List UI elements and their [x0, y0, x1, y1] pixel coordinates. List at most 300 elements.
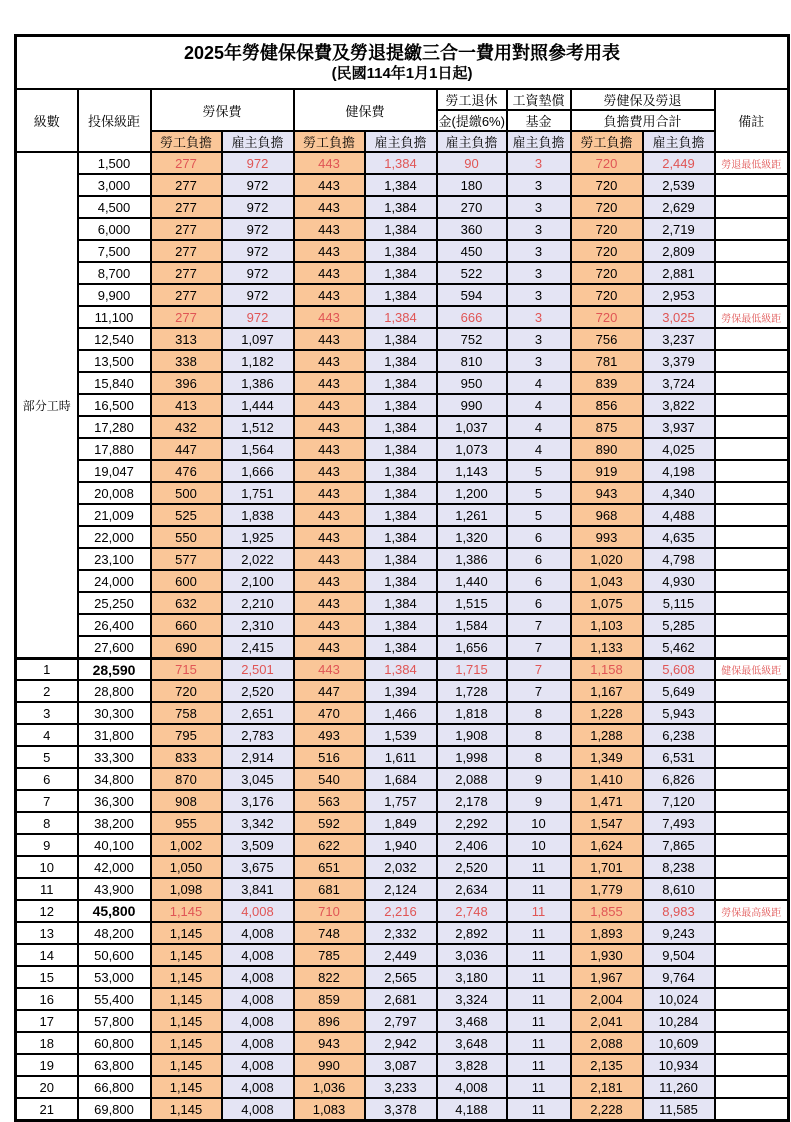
remark-cell — [715, 394, 789, 416]
col-header-level: 級數 — [16, 89, 78, 152]
table-row — [16, 724, 789, 746]
total-employer-cell: 2,449 — [643, 152, 715, 174]
health-employee-cell: 443 — [294, 548, 365, 570]
health-employer-cell: 2,449 — [365, 944, 437, 966]
health-employee-cell: 1,083 — [294, 1098, 365, 1120]
pension-employer-cell: 3,036 — [437, 944, 507, 966]
table-row — [16, 240, 789, 262]
labor-employer-cell: 972 — [222, 174, 294, 196]
health-employee-cell: 443 — [294, 328, 365, 350]
bracket-cell: 22,000 — [78, 526, 151, 548]
wage-fund-employer-cell: 7 — [507, 636, 571, 658]
title-block — [16, 36, 789, 90]
health-employee-cell: 748 — [294, 922, 365, 944]
total-employer-cell: 7,493 — [643, 812, 715, 834]
health-employer-cell: 1,384 — [365, 614, 437, 636]
bracket-cell: 57,800 — [78, 1010, 151, 1032]
remark-cell — [715, 1010, 789, 1032]
pension-employer-cell: 3,468 — [437, 1010, 507, 1032]
total-employee-cell: 2,135 — [571, 1054, 643, 1076]
level-cell: 1 — [16, 658, 78, 680]
wage-fund-employer-cell: 11 — [507, 988, 571, 1010]
total-employee-cell: 1,779 — [571, 878, 643, 900]
table-row — [16, 592, 789, 614]
total-employee-cell: 720 — [571, 152, 643, 174]
pension-employer-cell: 1,143 — [437, 460, 507, 482]
health-employee-cell: 443 — [294, 350, 365, 372]
table-row — [16, 372, 789, 394]
labor-employer-cell: 3,509 — [222, 834, 294, 856]
col-header-bracket: 投保級距 — [78, 89, 151, 152]
bracket-cell: 36,300 — [78, 790, 151, 812]
labor-employer-cell: 1,512 — [222, 416, 294, 438]
total-employee-cell: 1,967 — [571, 966, 643, 988]
remark-cell — [715, 702, 789, 724]
total-employer-cell: 10,024 — [643, 988, 715, 1010]
health-employee-cell: 443 — [294, 614, 365, 636]
pension-employer-cell: 4,188 — [437, 1098, 507, 1120]
labor-employee-cell: 277 — [151, 284, 222, 306]
labor-employer-cell: 4,008 — [222, 922, 294, 944]
health-employee-cell: 822 — [294, 966, 365, 988]
health-employer-cell: 2,216 — [365, 900, 437, 922]
total-employee-cell: 720 — [571, 306, 643, 328]
labor-employer-cell: 2,783 — [222, 724, 294, 746]
table-row — [16, 812, 789, 834]
total-employer-cell: 3,025 — [643, 306, 715, 328]
health-employer-cell: 3,087 — [365, 1054, 437, 1076]
labor-employee-cell: 758 — [151, 702, 222, 724]
col-header-pension-line1: 勞工退休 — [437, 89, 507, 110]
total-employee-cell: 1,547 — [571, 812, 643, 834]
labor-employer-cell: 972 — [222, 284, 294, 306]
pension-employer-cell: 2,892 — [437, 922, 507, 944]
pension-employer-cell: 180 — [437, 174, 507, 196]
total-employee-cell: 1,043 — [571, 570, 643, 592]
labor-employer-cell: 4,008 — [222, 988, 294, 1010]
labor-employer-cell: 4,008 — [222, 966, 294, 988]
health-employee-cell: 710 — [294, 900, 365, 922]
bracket-cell: 25,250 — [78, 592, 151, 614]
health-employee-cell: 443 — [294, 174, 365, 196]
pension-employer-cell: 1,656 — [437, 636, 507, 658]
bracket-cell: 21,009 — [78, 504, 151, 526]
health-employer-cell: 1,384 — [365, 306, 437, 328]
health-employee-cell: 443 — [294, 152, 365, 174]
health-employer-cell: 1,684 — [365, 768, 437, 790]
table-row — [16, 570, 789, 592]
pension-employer-cell: 1,998 — [437, 746, 507, 768]
bracket-cell: 48,200 — [78, 922, 151, 944]
pension-employer-cell: 2,748 — [437, 900, 507, 922]
level-cell: 18 — [16, 1032, 78, 1054]
health-employer-cell: 1,394 — [365, 680, 437, 702]
wage-fund-employer-cell: 10 — [507, 834, 571, 856]
labor-employee-cell: 1,145 — [151, 988, 222, 1010]
total-employee-cell: 2,088 — [571, 1032, 643, 1054]
wage-fund-employer-cell: 6 — [507, 592, 571, 614]
health-employer-cell: 1,384 — [365, 284, 437, 306]
total-employee-cell: 720 — [571, 218, 643, 240]
total-employer-cell: 2,881 — [643, 262, 715, 284]
health-employee-cell: 443 — [294, 372, 365, 394]
remark-cell — [715, 196, 789, 218]
labor-employee-cell: 277 — [151, 218, 222, 240]
health-employer-cell: 1,384 — [365, 350, 437, 372]
labor-employer-cell: 4,008 — [222, 1010, 294, 1032]
table-row — [16, 328, 789, 350]
wage-fund-employer-cell: 6 — [507, 548, 571, 570]
total-employer-cell: 8,610 — [643, 878, 715, 900]
col-header-pension-line2: 金(提繳6%) — [437, 110, 507, 131]
health-employer-cell: 2,942 — [365, 1032, 437, 1054]
level-cell: 9 — [16, 834, 78, 856]
wage-fund-employer-cell: 11 — [507, 900, 571, 922]
labor-employer-cell: 4,008 — [222, 1098, 294, 1120]
pension-employer-cell: 2,088 — [437, 768, 507, 790]
bracket-cell: 7,500 — [78, 240, 151, 262]
health-employer-cell: 1,384 — [365, 460, 437, 482]
level-cell: 2 — [16, 680, 78, 702]
labor-employer-cell: 4,008 — [222, 944, 294, 966]
wage-fund-employer-cell: 4 — [507, 372, 571, 394]
level-cell: 16 — [16, 988, 78, 1010]
labor-employer-cell: 3,675 — [222, 856, 294, 878]
pension-employer-cell: 810 — [437, 350, 507, 372]
labor-employer-cell: 3,841 — [222, 878, 294, 900]
labor-employee-cell: 432 — [151, 416, 222, 438]
wage-fund-employer-cell: 8 — [507, 702, 571, 724]
labor-employee-cell: 277 — [151, 262, 222, 284]
col-header-labor-insurance: 勞保費 — [151, 89, 294, 131]
pension-employer-cell: 666 — [437, 306, 507, 328]
total-employer-cell: 9,764 — [643, 966, 715, 988]
health-employee-cell: 592 — [294, 812, 365, 834]
level-cell: 13 — [16, 922, 78, 944]
health-employer-cell: 1,940 — [365, 834, 437, 856]
wage-fund-employer-cell: 7 — [507, 658, 571, 680]
bracket-cell: 33,300 — [78, 746, 151, 768]
wage-fund-employer-cell: 3 — [507, 240, 571, 262]
remark-cell — [715, 922, 789, 944]
labor-employee-cell: 313 — [151, 328, 222, 350]
remark-cell — [715, 240, 789, 262]
labor-employee-cell: 795 — [151, 724, 222, 746]
total-employee-cell: 1,855 — [571, 900, 643, 922]
health-employee-cell: 443 — [294, 636, 365, 658]
health-employee-cell: 443 — [294, 592, 365, 614]
labor-employer-cell: 1,925 — [222, 526, 294, 548]
total-employer-cell: 3,937 — [643, 416, 715, 438]
health-employee-cell: 443 — [294, 306, 365, 328]
subheader-total-employee: 勞工負擔 — [571, 131, 643, 152]
pension-employer-cell: 752 — [437, 328, 507, 350]
wage-fund-employer-cell: 3 — [507, 196, 571, 218]
remark-cell — [715, 482, 789, 504]
page-title: 2025年勞健保保費及勞退提繳三合一費用對照參考用表 — [184, 43, 621, 63]
total-employer-cell: 8,983 — [643, 900, 715, 922]
total-employer-cell: 5,649 — [643, 680, 715, 702]
header-row-1 — [16, 89, 789, 110]
level-cell: 7 — [16, 790, 78, 812]
wage-fund-employer-cell: 11 — [507, 1076, 571, 1098]
health-employee-cell: 470 — [294, 702, 365, 724]
total-employee-cell: 1,133 — [571, 636, 643, 658]
labor-employee-cell: 1,145 — [151, 944, 222, 966]
table-row — [16, 438, 789, 460]
col-header-remark: 備註 — [715, 89, 789, 152]
bracket-cell: 16,500 — [78, 394, 151, 416]
health-employer-cell: 1,466 — [365, 702, 437, 724]
remark-cell — [715, 746, 789, 768]
wage-fund-employer-cell: 11 — [507, 1032, 571, 1054]
remark-cell — [715, 768, 789, 790]
level-cell: 3 — [16, 702, 78, 724]
labor-employer-cell: 4,008 — [222, 900, 294, 922]
remark-cell — [715, 636, 789, 658]
total-employer-cell: 4,488 — [643, 504, 715, 526]
total-employer-cell: 10,284 — [643, 1010, 715, 1032]
table-row — [16, 306, 789, 328]
wage-fund-employer-cell: 3 — [507, 218, 571, 240]
table-row — [16, 284, 789, 306]
pension-employer-cell: 2,406 — [437, 834, 507, 856]
bracket-cell: 55,400 — [78, 988, 151, 1010]
health-employer-cell: 1,757 — [365, 790, 437, 812]
labor-employer-cell: 2,022 — [222, 548, 294, 570]
labor-employer-cell: 1,386 — [222, 372, 294, 394]
pension-employer-cell: 1,515 — [437, 592, 507, 614]
labor-employee-cell: 1,002 — [151, 834, 222, 856]
health-employer-cell: 1,384 — [365, 394, 437, 416]
labor-employer-cell: 2,415 — [222, 636, 294, 658]
total-employee-cell: 890 — [571, 438, 643, 460]
pension-employer-cell: 4,008 — [437, 1076, 507, 1098]
bracket-cell: 4,500 — [78, 196, 151, 218]
labor-employee-cell: 690 — [151, 636, 222, 658]
table-row — [16, 856, 789, 878]
pension-employer-cell: 1,818 — [437, 702, 507, 724]
health-employee-cell: 896 — [294, 1010, 365, 1032]
table-row — [16, 878, 789, 900]
bracket-cell: 24,000 — [78, 570, 151, 592]
remark-cell — [715, 1032, 789, 1054]
total-employee-cell: 839 — [571, 372, 643, 394]
table-row — [16, 900, 789, 922]
total-employee-cell: 1,930 — [571, 944, 643, 966]
bracket-cell: 28,590 — [78, 658, 151, 680]
total-employee-cell: 2,041 — [571, 1010, 643, 1032]
remark-cell: 勞退最低級距 — [715, 152, 789, 174]
table-row — [16, 988, 789, 1010]
total-employee-cell: 1,228 — [571, 702, 643, 724]
pension-employer-cell: 1,715 — [437, 658, 507, 680]
health-employer-cell: 1,384 — [365, 416, 437, 438]
level-cell: 6 — [16, 768, 78, 790]
labor-employee-cell: 955 — [151, 812, 222, 834]
bracket-cell: 30,300 — [78, 702, 151, 724]
health-employee-cell: 443 — [294, 438, 365, 460]
labor-employee-cell: 870 — [151, 768, 222, 790]
wage-fund-employer-cell: 11 — [507, 1010, 571, 1032]
table-row — [16, 768, 789, 790]
labor-employee-cell: 277 — [151, 174, 222, 196]
total-employee-cell: 720 — [571, 262, 643, 284]
labor-employer-cell: 2,651 — [222, 702, 294, 724]
total-employer-cell: 3,724 — [643, 372, 715, 394]
total-employee-cell: 1,893 — [571, 922, 643, 944]
health-employee-cell: 563 — [294, 790, 365, 812]
wage-fund-employer-cell: 7 — [507, 680, 571, 702]
wage-fund-employer-cell: 4 — [507, 438, 571, 460]
total-employee-cell: 875 — [571, 416, 643, 438]
remark-cell — [715, 944, 789, 966]
remark-cell — [715, 1076, 789, 1098]
remark-cell — [715, 174, 789, 196]
remark-cell — [715, 284, 789, 306]
total-employer-cell: 9,504 — [643, 944, 715, 966]
pension-employer-cell: 1,200 — [437, 482, 507, 504]
labor-employer-cell: 4,008 — [222, 1076, 294, 1098]
labor-employer-cell: 1,838 — [222, 504, 294, 526]
labor-employer-cell: 1,182 — [222, 350, 294, 372]
total-employer-cell: 7,120 — [643, 790, 715, 812]
labor-employer-cell: 3,045 — [222, 768, 294, 790]
labor-employer-cell: 2,310 — [222, 614, 294, 636]
health-employer-cell: 1,384 — [365, 592, 437, 614]
pension-employer-cell: 270 — [437, 196, 507, 218]
health-employer-cell: 2,332 — [365, 922, 437, 944]
labor-employer-cell: 972 — [222, 152, 294, 174]
col-header-total-line1: 勞健保及勞退 — [571, 89, 715, 110]
labor-employee-cell: 277 — [151, 306, 222, 328]
labor-employer-cell: 3,176 — [222, 790, 294, 812]
health-employee-cell: 443 — [294, 394, 365, 416]
pension-employer-cell: 2,634 — [437, 878, 507, 900]
level-cell: 11 — [16, 878, 78, 900]
col-header-health-insurance: 健保費 — [294, 89, 437, 131]
total-employer-cell: 5,115 — [643, 592, 715, 614]
labor-employer-cell: 972 — [222, 196, 294, 218]
table-row — [16, 680, 789, 702]
bracket-cell: 60,800 — [78, 1032, 151, 1054]
total-employer-cell: 10,934 — [643, 1054, 715, 1076]
health-employee-cell: 681 — [294, 878, 365, 900]
labor-employer-cell: 2,914 — [222, 746, 294, 768]
total-employer-cell: 4,798 — [643, 548, 715, 570]
health-employee-cell: 443 — [294, 460, 365, 482]
bracket-cell: 38,200 — [78, 812, 151, 834]
bracket-cell: 8,700 — [78, 262, 151, 284]
total-employee-cell: 856 — [571, 394, 643, 416]
total-employee-cell: 720 — [571, 174, 643, 196]
health-employer-cell: 3,378 — [365, 1098, 437, 1120]
labor-employee-cell: 1,145 — [151, 922, 222, 944]
total-employee-cell: 2,181 — [571, 1076, 643, 1098]
health-employee-cell: 443 — [294, 526, 365, 548]
labor-employer-cell: 972 — [222, 218, 294, 240]
labor-employee-cell: 1,098 — [151, 878, 222, 900]
remark-cell — [715, 460, 789, 482]
remark-cell — [715, 262, 789, 284]
wage-fund-employer-cell: 5 — [507, 460, 571, 482]
pension-employer-cell: 450 — [437, 240, 507, 262]
bracket-cell: 45,800 — [78, 900, 151, 922]
table-row — [16, 834, 789, 856]
total-employer-cell: 4,635 — [643, 526, 715, 548]
wage-fund-employer-cell: 11 — [507, 878, 571, 900]
total-employee-cell: 781 — [571, 350, 643, 372]
total-employer-cell: 11,260 — [643, 1076, 715, 1098]
table-row — [16, 1032, 789, 1054]
table-row — [16, 702, 789, 724]
labor-employee-cell: 338 — [151, 350, 222, 372]
labor-employee-cell: 1,145 — [151, 1054, 222, 1076]
subheader-pension-employer: 雇主負擔 — [437, 131, 507, 152]
wage-fund-employer-cell: 8 — [507, 746, 571, 768]
wage-fund-employer-cell: 11 — [507, 922, 571, 944]
health-employee-cell: 443 — [294, 504, 365, 526]
bracket-cell: 6,000 — [78, 218, 151, 240]
health-employee-cell: 1,036 — [294, 1076, 365, 1098]
total-employer-cell: 5,943 — [643, 702, 715, 724]
wage-fund-employer-cell: 4 — [507, 394, 571, 416]
labor-employee-cell: 476 — [151, 460, 222, 482]
health-employer-cell: 2,124 — [365, 878, 437, 900]
pension-employer-cell: 1,440 — [437, 570, 507, 592]
wage-fund-employer-cell: 6 — [507, 526, 571, 548]
bracket-cell: 69,800 — [78, 1098, 151, 1120]
total-employer-cell: 2,629 — [643, 196, 715, 218]
labor-employee-cell: 1,145 — [151, 966, 222, 988]
health-employee-cell: 443 — [294, 196, 365, 218]
level-cell: 8 — [16, 812, 78, 834]
health-employer-cell: 1,384 — [365, 262, 437, 284]
table-row — [16, 966, 789, 988]
table-row — [16, 790, 789, 812]
bracket-cell: 43,900 — [78, 878, 151, 900]
total-employee-cell: 2,004 — [571, 988, 643, 1010]
health-employer-cell: 1,384 — [365, 548, 437, 570]
total-employee-cell: 720 — [571, 196, 643, 218]
labor-employee-cell: 1,145 — [151, 1098, 222, 1120]
remark-cell — [715, 328, 789, 350]
labor-employee-cell: 1,050 — [151, 856, 222, 878]
health-employee-cell: 540 — [294, 768, 365, 790]
labor-employee-cell: 720 — [151, 680, 222, 702]
health-employer-cell: 1,539 — [365, 724, 437, 746]
bracket-cell: 42,000 — [78, 856, 151, 878]
labor-employee-cell: 277 — [151, 196, 222, 218]
health-employer-cell: 3,233 — [365, 1076, 437, 1098]
wage-fund-employer-cell: 7 — [507, 614, 571, 636]
table-row — [16, 350, 789, 372]
total-employer-cell: 7,865 — [643, 834, 715, 856]
total-employee-cell: 1,701 — [571, 856, 643, 878]
total-employee-cell: 1,288 — [571, 724, 643, 746]
remark-cell — [715, 372, 789, 394]
labor-employer-cell: 4,008 — [222, 1054, 294, 1076]
subheader-labor-employer: 雇主負擔 — [222, 131, 294, 152]
total-employer-cell: 5,285 — [643, 614, 715, 636]
labor-employer-cell: 2,520 — [222, 680, 294, 702]
total-employee-cell: 1,471 — [571, 790, 643, 812]
table-row — [16, 152, 789, 174]
labor-employee-cell: 632 — [151, 592, 222, 614]
health-employer-cell: 1,384 — [365, 240, 437, 262]
level-cell: 19 — [16, 1054, 78, 1076]
total-employee-cell: 2,228 — [571, 1098, 643, 1120]
